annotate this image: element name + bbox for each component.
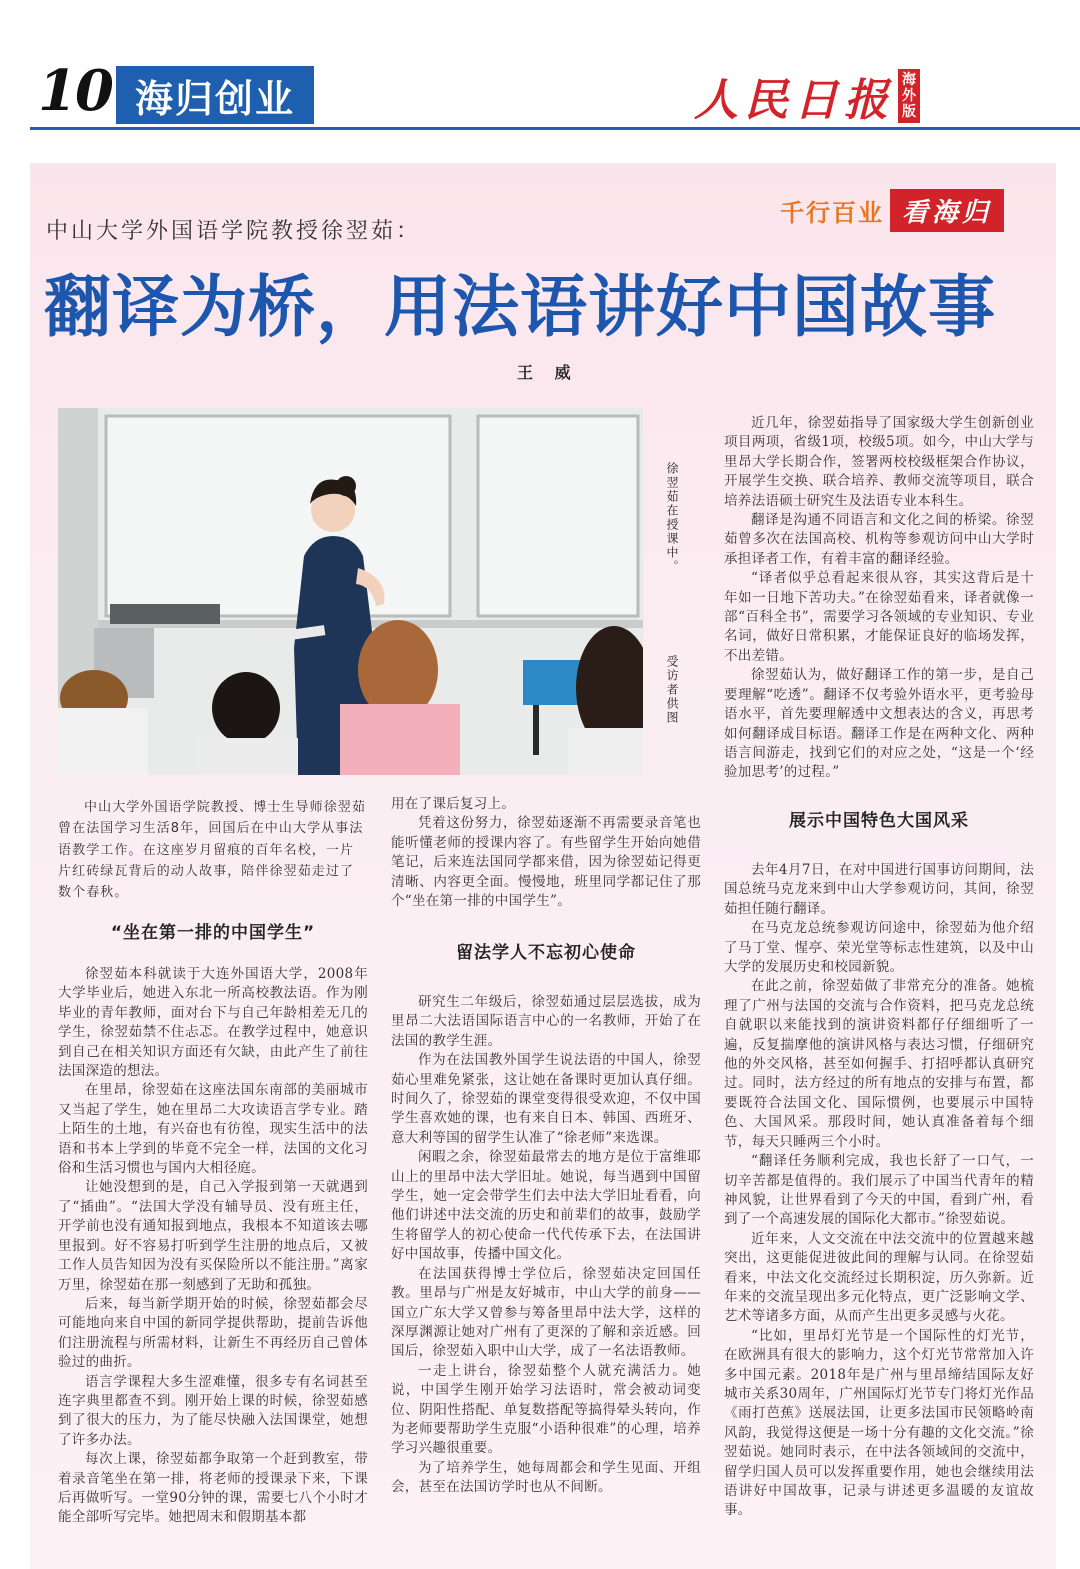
paragraph: 在此之前，徐翌茹做了非常充分的准备。她梳理了广州与法国的交流与合作资料，把马克龙总统自就职以来能找到的演讲资料都仔仔细细听了一遍，反复揣摩他的演讲风格与表达习惯，仔细研究他的外交风格，甚至如何握手、打招呼都认真研究过。同时，法方经过的所有地点的安排与布置，都要既符合法国文化、国际惯例，也要展示中国特色、大国风采。那段时间，她认真准备着每个细节，每天只睡两三个小时。	[724, 978, 1034, 1150]
article-intro: 中山大学外国语学院教授、博士生导师徐翌茹曾在法国学习生活8年，回国后在中山大学从事法语教学工作。在这座岁月留痕的百年名校，一片片红砖绿瓦背后的动人故事，陪伴徐翌茹走过了数个春秋。	[58, 800, 367, 901]
paragraph: 闲暇之余，徐翌茹最常去的地方是位于富维耶山上的里昂中法大学旧址。她说，每当遇到中国留学生，她一定会带学生们去中法大学旧址看看，向他们讲述中法交流的历史和前辈们的故事，鼓励学生将留学人的初心使命一代代传承下去，在法国讲好中国故事，传播中国文化。	[391, 1149, 701, 1263]
paragraph: 用在了课后复习上。	[391, 796, 516, 812]
paragraph: 后来，每当新学期开始的时候，徐翌茹都会尽可能地向来自中国的新同学提供帮助，提前告诉他们注册流程与所需材料，让新生不再经历自己曾体验过的曲折。	[58, 1295, 368, 1371]
column-c-top	[724, 414, 1034, 783]
column-c	[724, 806, 1034, 1521]
paragraph: 徐翌茹认为，做好翻译工作的第一步，是自己要理解“吃透”。翻译不仅考验外语水平，更考验母语水平，首先要理解透中文想表达的含义，再思考如何翻译成目标语。翻译工作是在两种文化、两种语言间游走，找到它们的对应之处，“这是一个‘经验加思考’的过程。”	[724, 667, 1034, 781]
page-number: 10	[38, 58, 112, 124]
column-tag-right: 看海归	[890, 189, 1004, 232]
column-tag	[780, 190, 1004, 230]
photo-credit: 受访者供图	[665, 655, 679, 725]
section-label: 海归创业	[116, 66, 314, 124]
paragraph: 近几年，徐翌茹指导了国家级大学生创新创业项目两项，省级1项，校级5项。如今，中山大学与里昂大学长期合作，签署两校校级框架合作协议，开展学生交换、联合培养、教师交流等项目，联合培养法语硕士研究生及法语专业本科生。	[724, 415, 1034, 509]
masthead	[694, 66, 920, 126]
paragraph: 一走上讲台，徐翌茹整个人就充满活力。她说，中国学生刚开始学习法语时，常会被动词变位、阴阳性搭配、单复数搭配等搞得晕头转向，作为老师要帮助学生克服“小语种很难”的心理，培养学习兴趣很重要。	[391, 1362, 701, 1457]
paragraph: 为了培养学生，她每周都会和学生见面、开组会，甚至在法国访学时也从不间断。	[391, 1459, 701, 1496]
subheading-mission: 留法学人不忘初心使命	[456, 943, 636, 963]
article-headline: 翻译为桥，用法语讲好中国故事	[44, 268, 996, 346]
classroom-illustration	[58, 408, 643, 775]
paragraph: 让她没想到的是，自己入学报到第一天就遇到了“插曲”。“法国大学没有辅导员、没有班主任，开学前也没有通知报到地点，我根本不知道该去哪里报到。好不容易打听到学生注册的地点后，又被工作人员告知因为没有买保险所以不能注册。”离家万里，徐翌茹在那一刻感到了无助和孤独。	[58, 1179, 368, 1293]
paragraph: 每次上课，徐翌茹都争取第一个赶到教室，带着录音笔坐在第一排，将老师的授课录下来，下课后再做听写。一堂90分钟的课，需要七八个小时才能全部听写完毕。她把周末和假期基本都	[58, 1451, 368, 1526]
paragraph: “比如，里昂灯光节是一个国际性的灯光节，在欧洲具有很大的影响力，这个灯光节常常加入许多中国元素。2018年是广州与里昂缔结国际友好城市关系30周年，广州国际灯光节专门将灯光作品《雨打芭蕉》送展法国，让更多法国市民领略岭南风韵，我觉得这便是一场十分有趣的文化交流。”徐翌茹说。她同时表示，在中法各领域间的交流中，留学归国人员可以发挥重要作用，她也会继续用法语讲好中国故事，记录与讲述更多温暖的友谊故事。	[724, 1327, 1034, 1519]
paragraph: 徐翌茹本科就读于大连外国语大学，2008年大学毕业后，她进入东北一所高校教法语。作为刚毕业的青年教师，面对台下与自己年龄相差无几的学生，徐翌茹禁不住忐忑。在教学过程中，她意识到自己在相关知识方面还有欠缺，由此产生了前往法国深造的想法。	[58, 966, 368, 1080]
masthead-edition: 海外版	[898, 69, 920, 123]
column-tag-left: 千行百业	[780, 198, 884, 227]
column-b-top	[391, 795, 701, 911]
byline: 王 威	[517, 363, 579, 382]
paragraph: 去年4月7日，在对中国进行国事访问期间，法国总统马克龙来到中山大学参观访问，其间，徐翌茹担任随行翻译。	[724, 862, 1034, 917]
page-header	[0, 0, 1080, 132]
header-rule	[30, 127, 1080, 130]
classroom-photo	[58, 408, 643, 775]
paragraph: “翻译任务顺利完成，我也长舒了一口气，一切辛苦都是值得的。我们展示了中国当代青年的精神风貌，让世界看到了今天的中国，看到广州，看到了一个高速发展的国际化大都市。”徐翌茹说。	[724, 1153, 1034, 1228]
article-kicker: 中山大学外国语学院教授徐翌茹：	[46, 219, 422, 244]
column-b	[391, 938, 701, 1498]
paragraph: 近年来，人文交流在中法交流中的位置越来越突出，这更能促进彼此间的理解与认同。在徐翌茹看来，中法文化交流经过长期积淀，历久弥新。近年来的交流呈现出多元化特点，更广泛影响文学、艺术等诸多方面，从而产生出更多灵感与火花。	[724, 1230, 1034, 1325]
paragraph: “译者似乎总看起来很从容，其实这背后是十年如一日地下苦功夫。”在徐翌茹看来，译者就像一部“百科全书”，需要学习各领域的专业知识、专业名词，做好日常积累，才能保证良好的临场发挥，不出差错。	[724, 570, 1034, 664]
paragraph: 在马克龙总统参观访问途中，徐翌茹为他介绍了马丁堂、惺亭、荣光堂等标志性建筑，以及中山大学的发展历史和校园新貌。	[724, 920, 1034, 976]
paragraph: 在法国获得博士学位后，徐翌茹决定回国任教。里昂与广州是友好城市，中山大学的前身——国立广东大学又曾参与筹备里昂中法大学，这样的深厚渊源让她对广州有了更深的了解和亲近感。回国后，徐翌茹入职中山大学，成了一名法语教师。	[391, 1265, 701, 1360]
masthead-logo: 人民日报	[694, 75, 894, 126]
paragraph: 研究生二年级后，徐翌茹通过层层选拔，成为里昂二大法语国际语言中心的一名教师，开始了在法国的教学生涯。	[391, 994, 701, 1049]
paragraph: 凭着这份努力，徐翌茹逐渐不再需要录音笔也能听懂老师的授课内容了。有些留学生开始向她借笔记，后来连法国同学都来借，因为徐翌茹记得更清晰、内容更全面。慢慢地，班里同学都记住了那个“坐在第一排的中国学生”。	[391, 815, 701, 910]
paragraph: 语言学课程大多生涩难懂，很多专有名词甚至连字典里都查不到。刚开始上课的时候，徐翌茹感到了很大的压力，为了能尽快融入法国课堂，她想了许多办法。	[58, 1373, 368, 1448]
paragraph: 在里昂，徐翌茹在这座法国东南部的美丽城市又当起了学生，她在里昂二大攻读语言学专业。踏上陌生的土地，有兴奋也有彷徨，现实生活中的法语和书本上学到的毕竟不完全一样，法国的文化习俗和生活习惯也与国内大相径庭。	[58, 1082, 368, 1177]
paragraph: 翻译是沟通不同语言和文化之间的桥梁。徐翌茹曾多次在法国高校、机构等参观访问中山大学时承担译者工作，有着丰富的翻译经验。	[724, 512, 1034, 567]
photo-caption: 徐翌茹在授课中。	[665, 462, 679, 574]
subheading-national-style: 展示中国特色大国风采	[789, 811, 969, 831]
paragraph: 作为在法国教外国学生说法语的中国人，徐翌茹心里难免紧张，这让她在备课时更加认真仔细。时间久了，徐翌茹的课堂变得很受欢迎，不仅中国学生喜欢她的课，也有来自日本、韩国、西班牙、意大利等国的留学生认准了“徐老师”来选课。	[391, 1052, 701, 1146]
column-a	[58, 918, 368, 1528]
subheading-first-row: “坐在第一排的中国学生”	[110, 923, 316, 943]
